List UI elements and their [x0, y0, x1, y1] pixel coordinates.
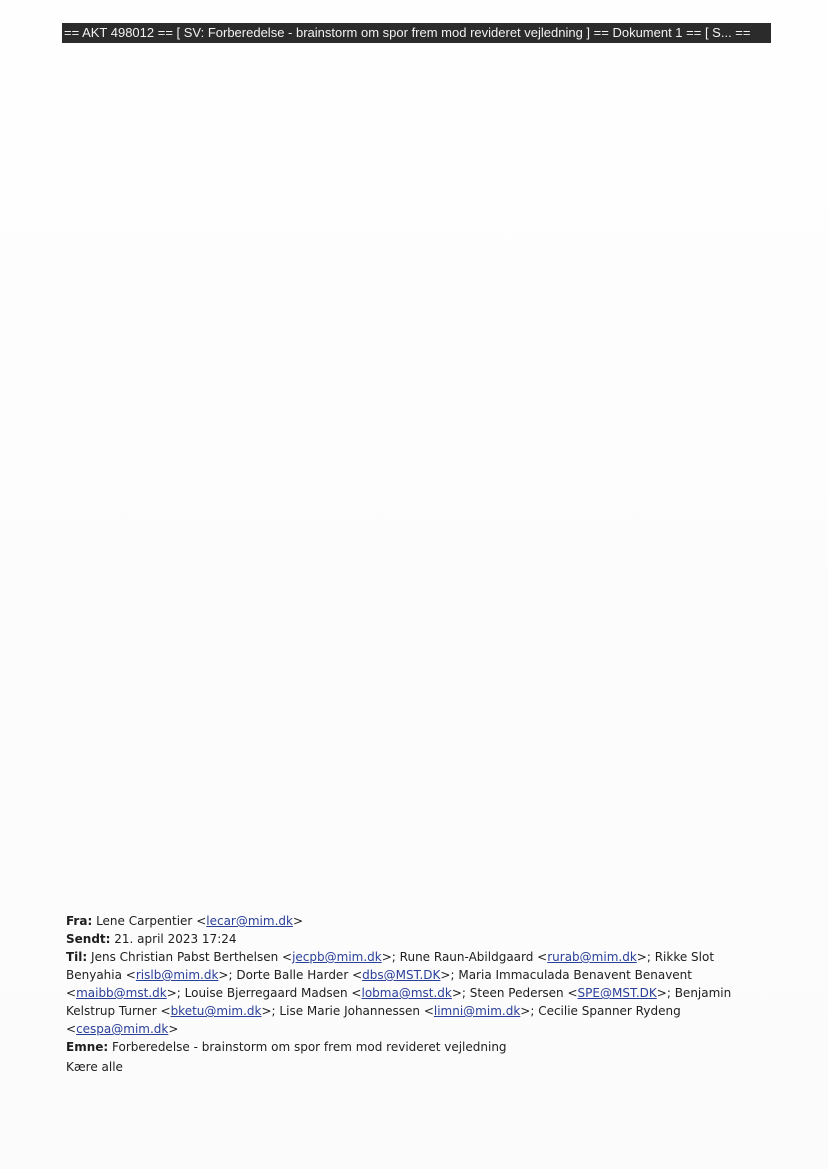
- to-line: Til: Jens Christian Pabst Berthelsen <jecpb@mim.dk>; Rune Raun-Abildgaard <rurab@mim.dk>; Rikke Slot Benyahia <rislb@mim.dk>; Dorte Balle Harder <dbs@MST.DK>; Maria Immaculada Benavent Benavent <maibb@mst.dk>; Louise Bjerregaard Madsen <lobma@mst.dk>; Steen Pedersen <SPE@MST.DK>; Benjamin Kelstrup Turner <bketu@mim.dk>; Lise Marie Johannessen <limni@mim.dk>; Cecilie Spanner Rydeng <cespa@mim.dk>: [66, 950, 732, 1036]
- recipient-email-link[interactable]: cespa@mim.dk: [76, 1022, 169, 1036]
- subject-line: [66, 1038, 772, 1056]
- recipient-email-link[interactable]: lobma@mst.dk: [361, 986, 452, 1000]
- subject-label: Emne:: [66, 1040, 109, 1054]
- recipient-email-link[interactable]: rurab@mim.dk: [547, 950, 637, 964]
- recipient-email-link[interactable]: rislb@mim.dk: [135, 968, 219, 982]
- recipient-name: Rikke Slot Benyahia: [66, 950, 715, 982]
- recipient-email-link[interactable]: jecpb@mim.dk: [292, 950, 382, 964]
- to-label: Til:: [66, 950, 88, 964]
- recipient-email-link[interactable]: bketu@mim.dk: [170, 1004, 262, 1018]
- recipient-email-link[interactable]: maibb@mst.dk: [76, 986, 167, 1000]
- subject-value: Forberedelse - brainstorm om spor frem mod revideret vejledning: [112, 1040, 507, 1054]
- recipient-name: Steen Pedersen: [469, 986, 564, 1000]
- recipient-email-link[interactable]: dbs@MST.DK: [362, 968, 441, 982]
- recipient-name: Cecilie Spanner Rydeng: [538, 1004, 681, 1018]
- from-email-link[interactable]: lecar@mim.dk: [206, 914, 293, 928]
- from-label: Fra:: [66, 914, 93, 928]
- from-name: Lene Carpentier: [96, 914, 193, 928]
- recipient-name: Rune Raun-Abildgaard: [399, 950, 534, 964]
- recipient-name: Lise Marie Johannessen: [279, 1004, 420, 1018]
- recipient-name: Maria Immaculada Benavent Benavent: [458, 968, 692, 982]
- recipient-email-link[interactable]: SPE@MST.DK: [577, 986, 657, 1000]
- recipient-name: Jens Christian Pabst Berthelsen: [91, 950, 279, 964]
- email-header: [66, 912, 772, 1056]
- sent-value: 21. april 2023 17:24: [114, 932, 237, 946]
- sent-line: [66, 930, 772, 948]
- recipient-name: Dorte Balle Harder: [236, 968, 349, 982]
- document-header-bar: == AKT 498012 == [ SV: Forberedelse - brainstorm om spor frem mod revideret vejledning ] == Dokument 1 == [ S... ==: [62, 23, 771, 43]
- sent-label: Sendt:: [66, 932, 111, 946]
- email-greeting: Kære alle: [66, 1060, 123, 1074]
- recipient-name: Benjamin Kelstrup Turner: [66, 986, 732, 1018]
- recipient-email-link[interactable]: limni@mim.dk: [433, 1004, 521, 1018]
- recipient-name: Louise Bjerregaard Madsen: [184, 986, 348, 1000]
- from-line: Fra: Lene Carpentier <lecar@mim.dk>: [66, 914, 304, 928]
